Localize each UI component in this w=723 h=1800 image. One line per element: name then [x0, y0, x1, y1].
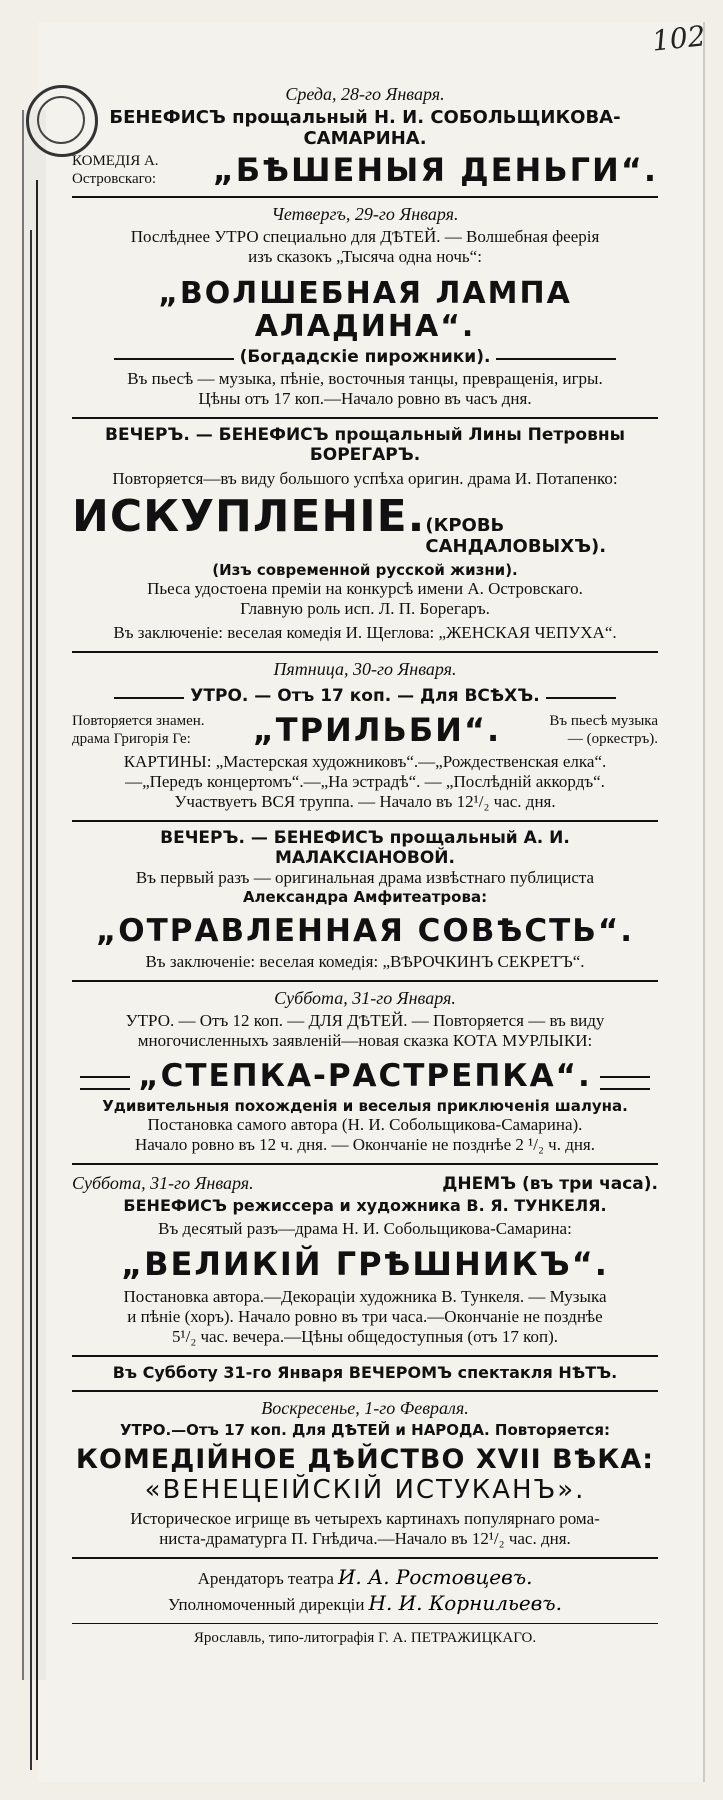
divider [72, 651, 658, 653]
subtitle-row [72, 347, 658, 367]
thu-line1: Послѣднее УТРО специально для ДѢТЕЙ. — Волшебная феерія [130, 227, 600, 247]
no-evening-show: Въ Субботу 31-го Января ВЕЧЕРОМЪ спектакля НѢТЪ. [112, 1362, 618, 1382]
title-iskuplenie: ИСКУПЛЕНІЕ. [72, 491, 426, 543]
title-stepka: „СТЕПКА-РАСТРЕПКА“. [138, 1058, 592, 1095]
subtitle-krov: (КРОВЬ САНДАЛОВЫХЪ). [425, 515, 607, 558]
stepka-row [72, 1059, 658, 1093]
thu-line3: Въ пьесѣ — музыка, пѣніе, восточныя танцы, превращенія, игры. [127, 369, 603, 389]
author-amfiteatrov: Александра Амфитеатрова: [242, 888, 488, 907]
director-name: Н. И. Корнильевъ. [368, 1590, 562, 1615]
thu-line2: изъ сказокъ „Тысяча одна ночь“: [248, 247, 482, 267]
date-saturday-2: Суббота, 31-го Января. [72, 1173, 254, 1194]
benefit-samarin: БЕНЕФИСЪ прощальный Н. И. СОБОЛЬЩИКОВА-САМАРИНА. [109, 107, 621, 149]
date-friday: Пятница, 30-го Января. [273, 659, 457, 680]
playbill-column [72, 82, 658, 1647]
sat-line2: многочисленныхъ заявленій—новая сказка КОТА МУРЛЫКИ: [137, 1031, 593, 1051]
prod-2: и пѣніе (хоръ). Начало ровно въ три часа.—Окончаніе не позднѣе [127, 1306, 603, 1326]
trilbi-row [72, 712, 658, 748]
divider [72, 1355, 658, 1357]
page-number: 102 [649, 19, 707, 58]
divider [72, 980, 658, 982]
title-velikiy-greshnik: „ВЕЛИКІЙ ГРѢШНИКЪ“. [121, 1245, 609, 1284]
binding-strip [22, 110, 46, 1680]
sun-line1: УТРО.—Отъ 17 коп. Для ДѢТЕЙ и НАРОДА. Повторяется: [119, 1420, 611, 1439]
evening-boregar: ВЕЧЕРЪ. — БЕНЕФИСЪ прощальный Лины Петровны БОРЕГАРЪ. [105, 425, 625, 466]
trilbi-left: Повторяется знамен. драма Григорія Ге: [72, 713, 205, 748]
title-beshenye-dengi: „БѢШЕНЫЯ ДЕНЬГИ“. [212, 151, 658, 189]
divider [72, 1390, 658, 1392]
divider [72, 1557, 658, 1559]
sat-line3: Удивительныя похожденія и веселыя приключенія шалуна. [102, 1097, 628, 1116]
sun-line3: ниста-драматурга П. Гнѣдича.—Начало въ 12¹/₂ час. дня. [159, 1528, 571, 1548]
title-lampa-aladina: „ВОЛШЕБНАЯ ЛАМПА АЛАДИНА“. [158, 276, 572, 345]
date-sunday: Воскресенье, 1-го Февраля. [261, 1397, 469, 1418]
divider [72, 417, 658, 419]
lessee-name: И. А. Ростовцевъ. [337, 1564, 533, 1589]
title-otravlennaya: „ОТРАВЛЕННАЯ СОВѢСТЬ“. [95, 913, 635, 950]
title-komediynoe: КОМЕДІЙНОЕ ДѢЙСТВО XVII ВѢКА: [75, 1443, 655, 1475]
evening-malaksianova: ВЕЧЕРЪ. — БЕНЕФИСЪ прощальный А. И. МАЛАКСІАНОВОЙ. [160, 828, 570, 869]
note-premium: Пьеса удостоена преміи на конкурсѣ имени А. Островскаго. [147, 579, 583, 599]
repeat-potapenko: Повторяется—въ виду большого успѣха оригин. драма И. Потапенко: [112, 469, 618, 489]
iskuplenie-row [72, 493, 658, 557]
sun-line2: Историческое игрище въ четырехъ картинахъ популярнаго рома- [130, 1508, 600, 1528]
benefit-tunkel: БЕНЕФИСЪ режиссера и художника В. Я. ТУНКЕЛЯ. [123, 1196, 607, 1216]
closing-zhenskaya: Въ заключеніе: веселая комедія И. Щеглова: „ЖЕНСКАЯ ЧЕПУХА“. [113, 623, 617, 643]
date-thursday: Четвергъ, 29-го Января. [271, 204, 459, 225]
scenes-1: КАРТИНЫ: „Мастерская художниковъ“.—„Рождественская елка“. [123, 752, 607, 772]
divider [72, 820, 658, 822]
closing-sekret: Въ заключеніе: веселая комедія: „ВѢРОЧКИНЪ СЕКРЕТЪ“. [145, 952, 585, 972]
cast-all: Участвуетъ ВСЯ труппа. — Начало въ 12¹/₂ час. дня. [174, 792, 556, 812]
divider [72, 1623, 658, 1624]
morning-row [72, 686, 658, 706]
tenth-time: Въ десятый разъ—драма Н. И. Собольщикова-Самарина: [158, 1219, 572, 1239]
thu-line4: Цѣны отъ 17 коп.—Начало ровно въ часъ дня. [198, 389, 532, 409]
date-wednesday: Среда, 28-го Января. [285, 84, 445, 104]
subtitle-pirozhniki: (Богдадскіе пирожники). [239, 347, 491, 368]
morning-all: УТРО. — Отъ 17 коп. — Для ВСѢХЪ. [190, 686, 540, 707]
title-istukan: «ВЕНЕЦЕІЙСКІЙ ИСТУКАНЪ». [144, 1475, 586, 1506]
scenes-2: —„Передъ концертомъ“.—„На эстрадѣ“. — „Послѣдній аккордъ“. [125, 772, 605, 792]
note-role: Главную роль исп. Л. П. Борегаръ. [240, 599, 490, 619]
first-time: Въ первый разъ — оригинальная драма извѣстнаго публициста [135, 868, 595, 888]
prod-3: 5¹/₂ час. вечера.—Цѣны общедоступныя (отъ 17 коп). [172, 1326, 558, 1346]
sat-line1: УТРО. — Отъ 12 коп. — ДЛЯ ДѢТЕЙ. — Повторяется — въ виду [125, 1011, 605, 1031]
lessee-row [72, 1565, 658, 1589]
day-three: ДНЕМЪ (въ три часа). [442, 1174, 658, 1195]
divider [72, 196, 658, 198]
comedy-prefix: КОМЕДІЯ А. Островскаго: [72, 153, 159, 187]
note-modern-life: (Изъ современной русской жизни). [212, 561, 518, 580]
director-label: Уполномоченный дирекціи [167, 1594, 365, 1614]
lessee-label: Арендаторъ театра [197, 1568, 334, 1588]
comedy-row [72, 153, 658, 188]
date-saturday: Суббота, 31-го Января. [274, 988, 456, 1009]
title-trilbi: „ТРИЛЬБИ“. [252, 710, 502, 749]
sat-day-row [72, 1171, 658, 1196]
printer-credit: Ярославль, типо-литографія Г. А. ПЕТРАЖИЦКАГО. [193, 1629, 537, 1646]
divider [72, 1163, 658, 1165]
director-row [72, 1591, 658, 1615]
sat-line4: Постановка самого автора (Н. И. Собольщикова-Самарина). [147, 1115, 583, 1135]
trilbi-right: Въ пьесѣ музыка — (оркестръ). [549, 713, 658, 748]
prod-1: Постановка автора.—Декораціи художника В. Тункеля. — Музыка [123, 1286, 607, 1306]
sat-line5: Начало ровно въ 12 ч. дня. — Окончаніе не позднѣе 2 ¹/₂ ч. дня. [134, 1135, 596, 1155]
